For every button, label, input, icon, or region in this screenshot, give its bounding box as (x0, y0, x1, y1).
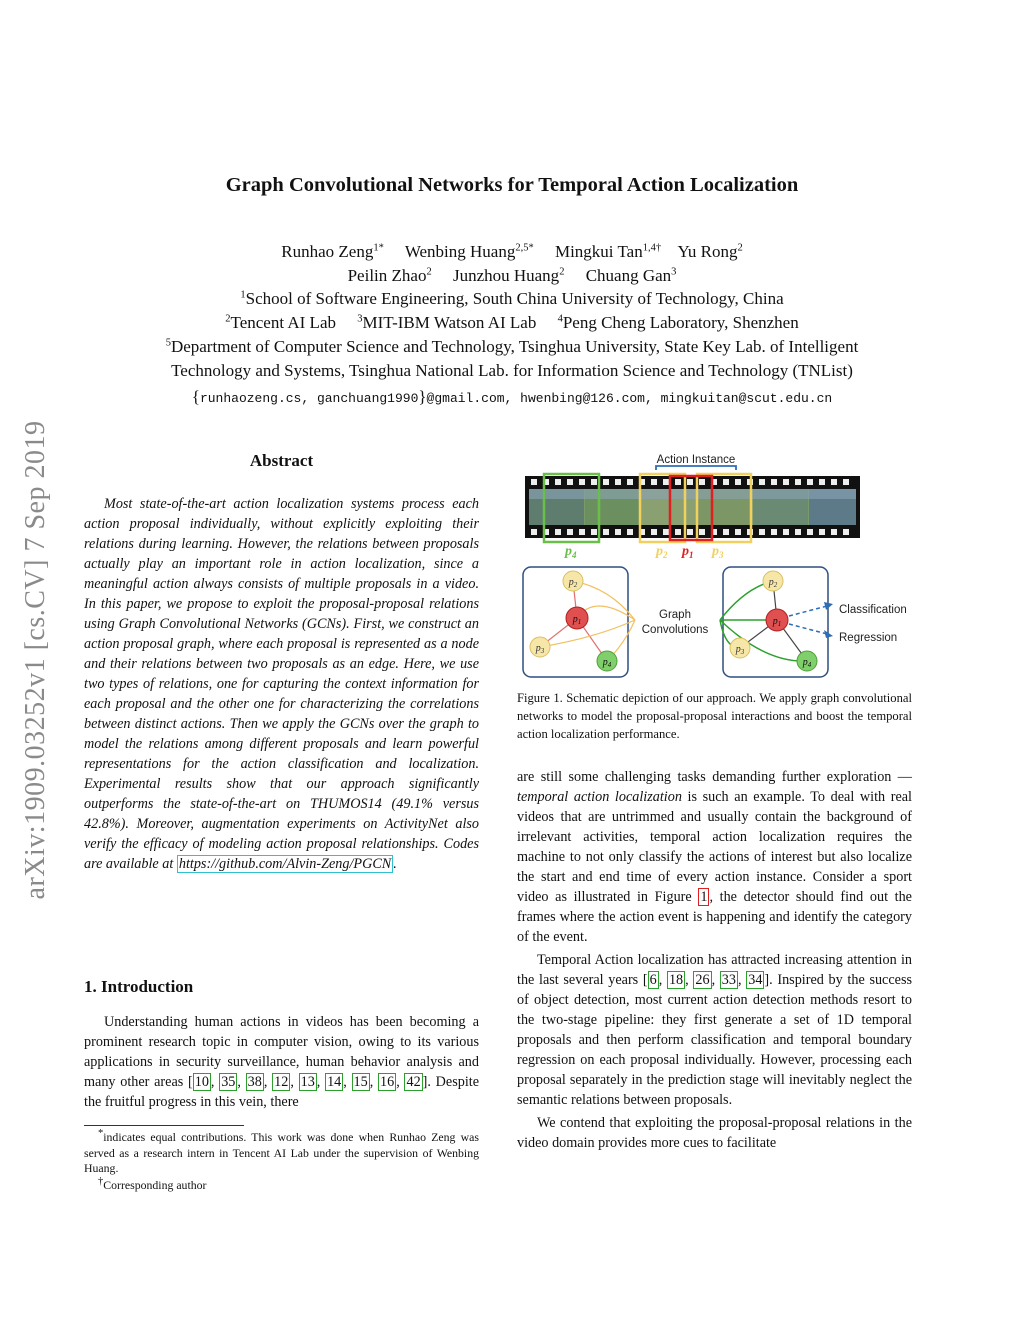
author-sup: 3 (671, 266, 677, 278)
author-sup: 1,4† (642, 242, 662, 254)
abstract-text: Most state-of-the-art action localization systems process each action proposal individually, without explicitly exploiting their relations during learning. However, the relations between proposals actually play an important role in action localization, since a meaningful action always consists of multiple proposals in a video. In this paper, we propose to exploit the proposal-proposal relations using Graph Convolutional Networks (GCNs). First, we construct an action proposal graph, where each proposal is represented as a node and their relations between two proposals as an edge. Here, we use two types of relations, one for capturing the context information for each proposal and the other one for characterizing the correlations between distinct actions. Then we apply the GCNs over the graph to model the relations among different proposals and learn powerful representations for the action classification and localization. Experimental results show that our approach significantly outperforms the state-of-the-art on THUMOS14 (49.1% versus 42.8%). Moreover, augmentation experiments on ActivityNet also verify the efficacy of modeling action proposal relationships. Codes are available at (84, 496, 479, 872)
regression-label: Regression (839, 632, 898, 644)
citation-link[interactable]: 10 (194, 1074, 209, 1090)
intro-heading: 1. Introduction (84, 977, 194, 996)
p2-label-sub: 2 (663, 550, 668, 560)
author: Yu Rong (677, 242, 738, 261)
intro-text: Understanding human actions in videos has been becoming a prominent research topic in computer vision, owing to its various applications in security surveillance, human behavior analysis and many other areas [ (84, 1014, 479, 1090)
citation-link[interactable]: 33 (721, 972, 736, 988)
action-instance-label: Action Instance (656, 454, 736, 466)
author-sup: 2 (737, 242, 743, 254)
author: Peilin Zhao (347, 266, 427, 285)
node-p4-letter: p (602, 657, 608, 668)
video-film-strip (525, 476, 860, 538)
email-brace: } (418, 387, 427, 406)
node-p1-letter: p (572, 614, 578, 625)
p4-label-letter: p (565, 544, 572, 559)
author: Mingkui Tan (554, 242, 643, 261)
p1-label (681, 544, 694, 560)
figure-1 (515, 448, 915, 683)
author-line-1 (40, 240, 984, 263)
footnote-rule (84, 1125, 244, 1126)
out-node-p4-letter: p (802, 657, 808, 668)
author-line-2 (40, 264, 984, 287)
action-instance-bracket (656, 466, 736, 470)
aff-sup: 3 (357, 313, 363, 325)
out-node-p1-letter: p (772, 616, 778, 627)
author: Chuang Gan (585, 266, 672, 285)
graph-convolutions-label-2: Convolutions (641, 624, 709, 636)
author: Runhao Zeng (281, 242, 374, 261)
p4-label (564, 544, 577, 560)
figure-1-svg (515, 448, 915, 683)
affiliation: School of Software Engineering, South China University of Technology, China (245, 289, 784, 308)
classification-label: Classification (839, 604, 907, 616)
out-node-p3-sub: 3 (740, 648, 745, 656)
out-node-p3-letter: p (735, 644, 741, 655)
arxiv-sidebar (6, 350, 66, 970)
body-text: is such an example. To deal with real videos that are untrimmed and usually contain the background of irrelevant activities, temporal action localization requires the machine to not only classify the actions of interest but also localize the start and end time of every action instance. Consider a sport video as illustrated in Figure (517, 789, 913, 905)
figure-1-caption: Figure 1. Schematic depiction of our approach. We apply graph convolutional networks to model the proposal-proposal interactions and boost the temporal action localization performance. (517, 691, 912, 741)
p1-label-letter: p (682, 544, 689, 559)
footnote-text: Corresponding author (103, 1178, 207, 1192)
author-sup: 2,5* (515, 242, 534, 254)
output-graph (720, 571, 817, 671)
abstract-heading: Abstract (249, 451, 314, 470)
footnote-text: indicates equal contributions. This work was done when Runhao Zeng was served as a research intern in Tencent AI Lab under the supervision of Wenbing Huang. (84, 1130, 479, 1175)
body-text: , the detector should find out the frames where the action event is happening and identify the category of the event. (517, 889, 912, 945)
citation-link[interactable]: 6 (649, 972, 657, 988)
author-sup: 2 (559, 266, 565, 278)
citation-link[interactable]: 26 (695, 972, 710, 988)
right-paragraph-3: We contend that exploiting the proposal-proposal relations in the video domain provides more cues to facilitate (517, 1115, 912, 1151)
affiliation-line-3 (40, 335, 984, 358)
citation-link[interactable]: 15 (353, 1074, 368, 1090)
author-sup: 2 (426, 266, 432, 278)
aff-sup: 5 (165, 337, 171, 349)
aff-sup: 2 (225, 313, 231, 325)
citation-link[interactable]: 34 (748, 972, 763, 988)
node-p3-letter: p (535, 643, 541, 654)
body-text: ]. Inspired by the success of object detection, most current action detection methods resort to the two-stage pipeline: they first generate a set of 1D temporal proposals and then perform classification and temporal boundary regression on each proposal individually. However, processing each proposal separately in the prediction stage will inevitably neglect the semantic relations between proposals. (517, 972, 912, 1108)
email-line (40, 385, 984, 410)
affiliation: MIT-IBM Watson AI Lab (362, 313, 537, 332)
citation-link[interactable]: 12 (274, 1074, 289, 1090)
author: Wenbing Huang (404, 242, 516, 261)
affiliation: Tencent AI Lab (230, 313, 336, 332)
out-node-p2-sub: 2 (773, 581, 778, 589)
right-paragraph-2: Temporal Action localization has attracted increasing attention in the last several years [ 6 , 18 , 26 , 33 , 34 ]. Inspired by the success of object detection, most current action detection methods resort to the two-stage pipeline: they first generate a set of 1D temporal proposals and then perform classification and temporal boundary regression on each proposal individually. However, processing each proposal separately in the prediction stage will inevitably neglect the semantic relations between proposals. (517, 952, 912, 1108)
aff-sup: 1 (240, 289, 246, 301)
body-text: are still some challenging tasks demanding further exploration — (517, 769, 912, 785)
p3-label-sub: 3 (719, 550, 724, 560)
aff-sup: 4 (557, 313, 563, 325)
p2-label (655, 544, 668, 560)
arxiv-identifier: arXiv:1909.03252v1 [cs.CV] 7 Sep 2019 (20, 420, 51, 900)
footnote-mark: † (98, 1176, 104, 1188)
node-p2-sub: 2 (573, 581, 578, 589)
author-sup: 1* (373, 242, 384, 254)
body-text: Temporal Action localization has attracted increasing attention in the last several years [ (517, 952, 912, 988)
email-brace: { (191, 387, 200, 406)
citation-link[interactable]: 14 (327, 1074, 342, 1090)
node-p1-sub: 1 (577, 618, 582, 626)
p1-label-sub: 1 (689, 550, 694, 560)
intro-text: ]. Despite the fruitful progress in this vein, there (84, 1074, 480, 1110)
author: Junzhou Huang (452, 266, 560, 285)
right-paragraph-1 (517, 767, 912, 947)
output-arrows (789, 602, 833, 638)
email-text: runhaozeng.cs, ganchuang1990 (199, 391, 419, 406)
out-node-p2-letter: p (768, 577, 774, 588)
abstract-body (84, 494, 479, 874)
code-link[interactable]: https://github.com/Alvin-Zeng/PGCN (178, 856, 392, 872)
email-text: @gmail.com, hwenbing@126.com, mingkuitan@scut.edu.cn (426, 391, 833, 406)
graph-convolutions-label-1: Graph (659, 609, 691, 621)
out-node-p1-sub: 1 (777, 620, 782, 628)
affiliation-line-4: Technology and Systems, Tsinghua National Lab. for Information Science and Technology (TNList) (171, 361, 853, 380)
figure-ref-link[interactable]: 1 (700, 889, 708, 905)
footnote-2 (84, 1178, 479, 1194)
affiliation-line-2 (40, 311, 984, 334)
node-p2-letter: p (568, 577, 574, 588)
citation-link[interactable]: 16 (380, 1074, 395, 1090)
citation-link[interactable]: 38 (247, 1074, 262, 1090)
affiliation: Peng Cheng Laboratory, Shenzhen (562, 313, 799, 332)
footnote-1 (84, 1130, 479, 1177)
right-column-text (517, 767, 912, 1153)
affiliation: Department of Computer Science and Technology, Tsinghua University, State Key Lab. of Intelligent (170, 337, 859, 356)
p2-label-letter: p (656, 544, 663, 559)
input-graph (530, 571, 635, 671)
citation-link[interactable]: 18 (668, 972, 684, 988)
p3-label-letter: p (712, 544, 719, 559)
node-p4-sub: 4 (607, 661, 612, 669)
citation-link[interactable]: 35 (221, 1074, 236, 1090)
abstract-end: . (393, 856, 397, 872)
p3-label (711, 544, 724, 560)
paper-title: Graph Convolutional Networks for Temporal Action Localization (225, 174, 799, 196)
intro-paragraph: Understanding human actions in videos has been becoming a prominent research topic in computer vision, owing to its various applications in security surveillance, human behavior analysis and many other areas [ 10 , 35 , 38 , 12 , 13 , 14 , 15 , 16 , 42 ]. Despite the fruitful progress in this vein, there (84, 1014, 480, 1110)
footnote-mark: * (98, 1128, 104, 1140)
out-node-p4-sub: 4 (807, 661, 812, 669)
citation-link[interactable]: 13 (300, 1074, 315, 1090)
body-emphasis: temporal action localization (517, 789, 682, 805)
p4-label-sub: 4 (572, 550, 577, 560)
citation-link[interactable]: 42 (406, 1074, 421, 1090)
affiliation-line-1 (40, 287, 984, 310)
node-p3-sub: 3 (540, 647, 545, 655)
